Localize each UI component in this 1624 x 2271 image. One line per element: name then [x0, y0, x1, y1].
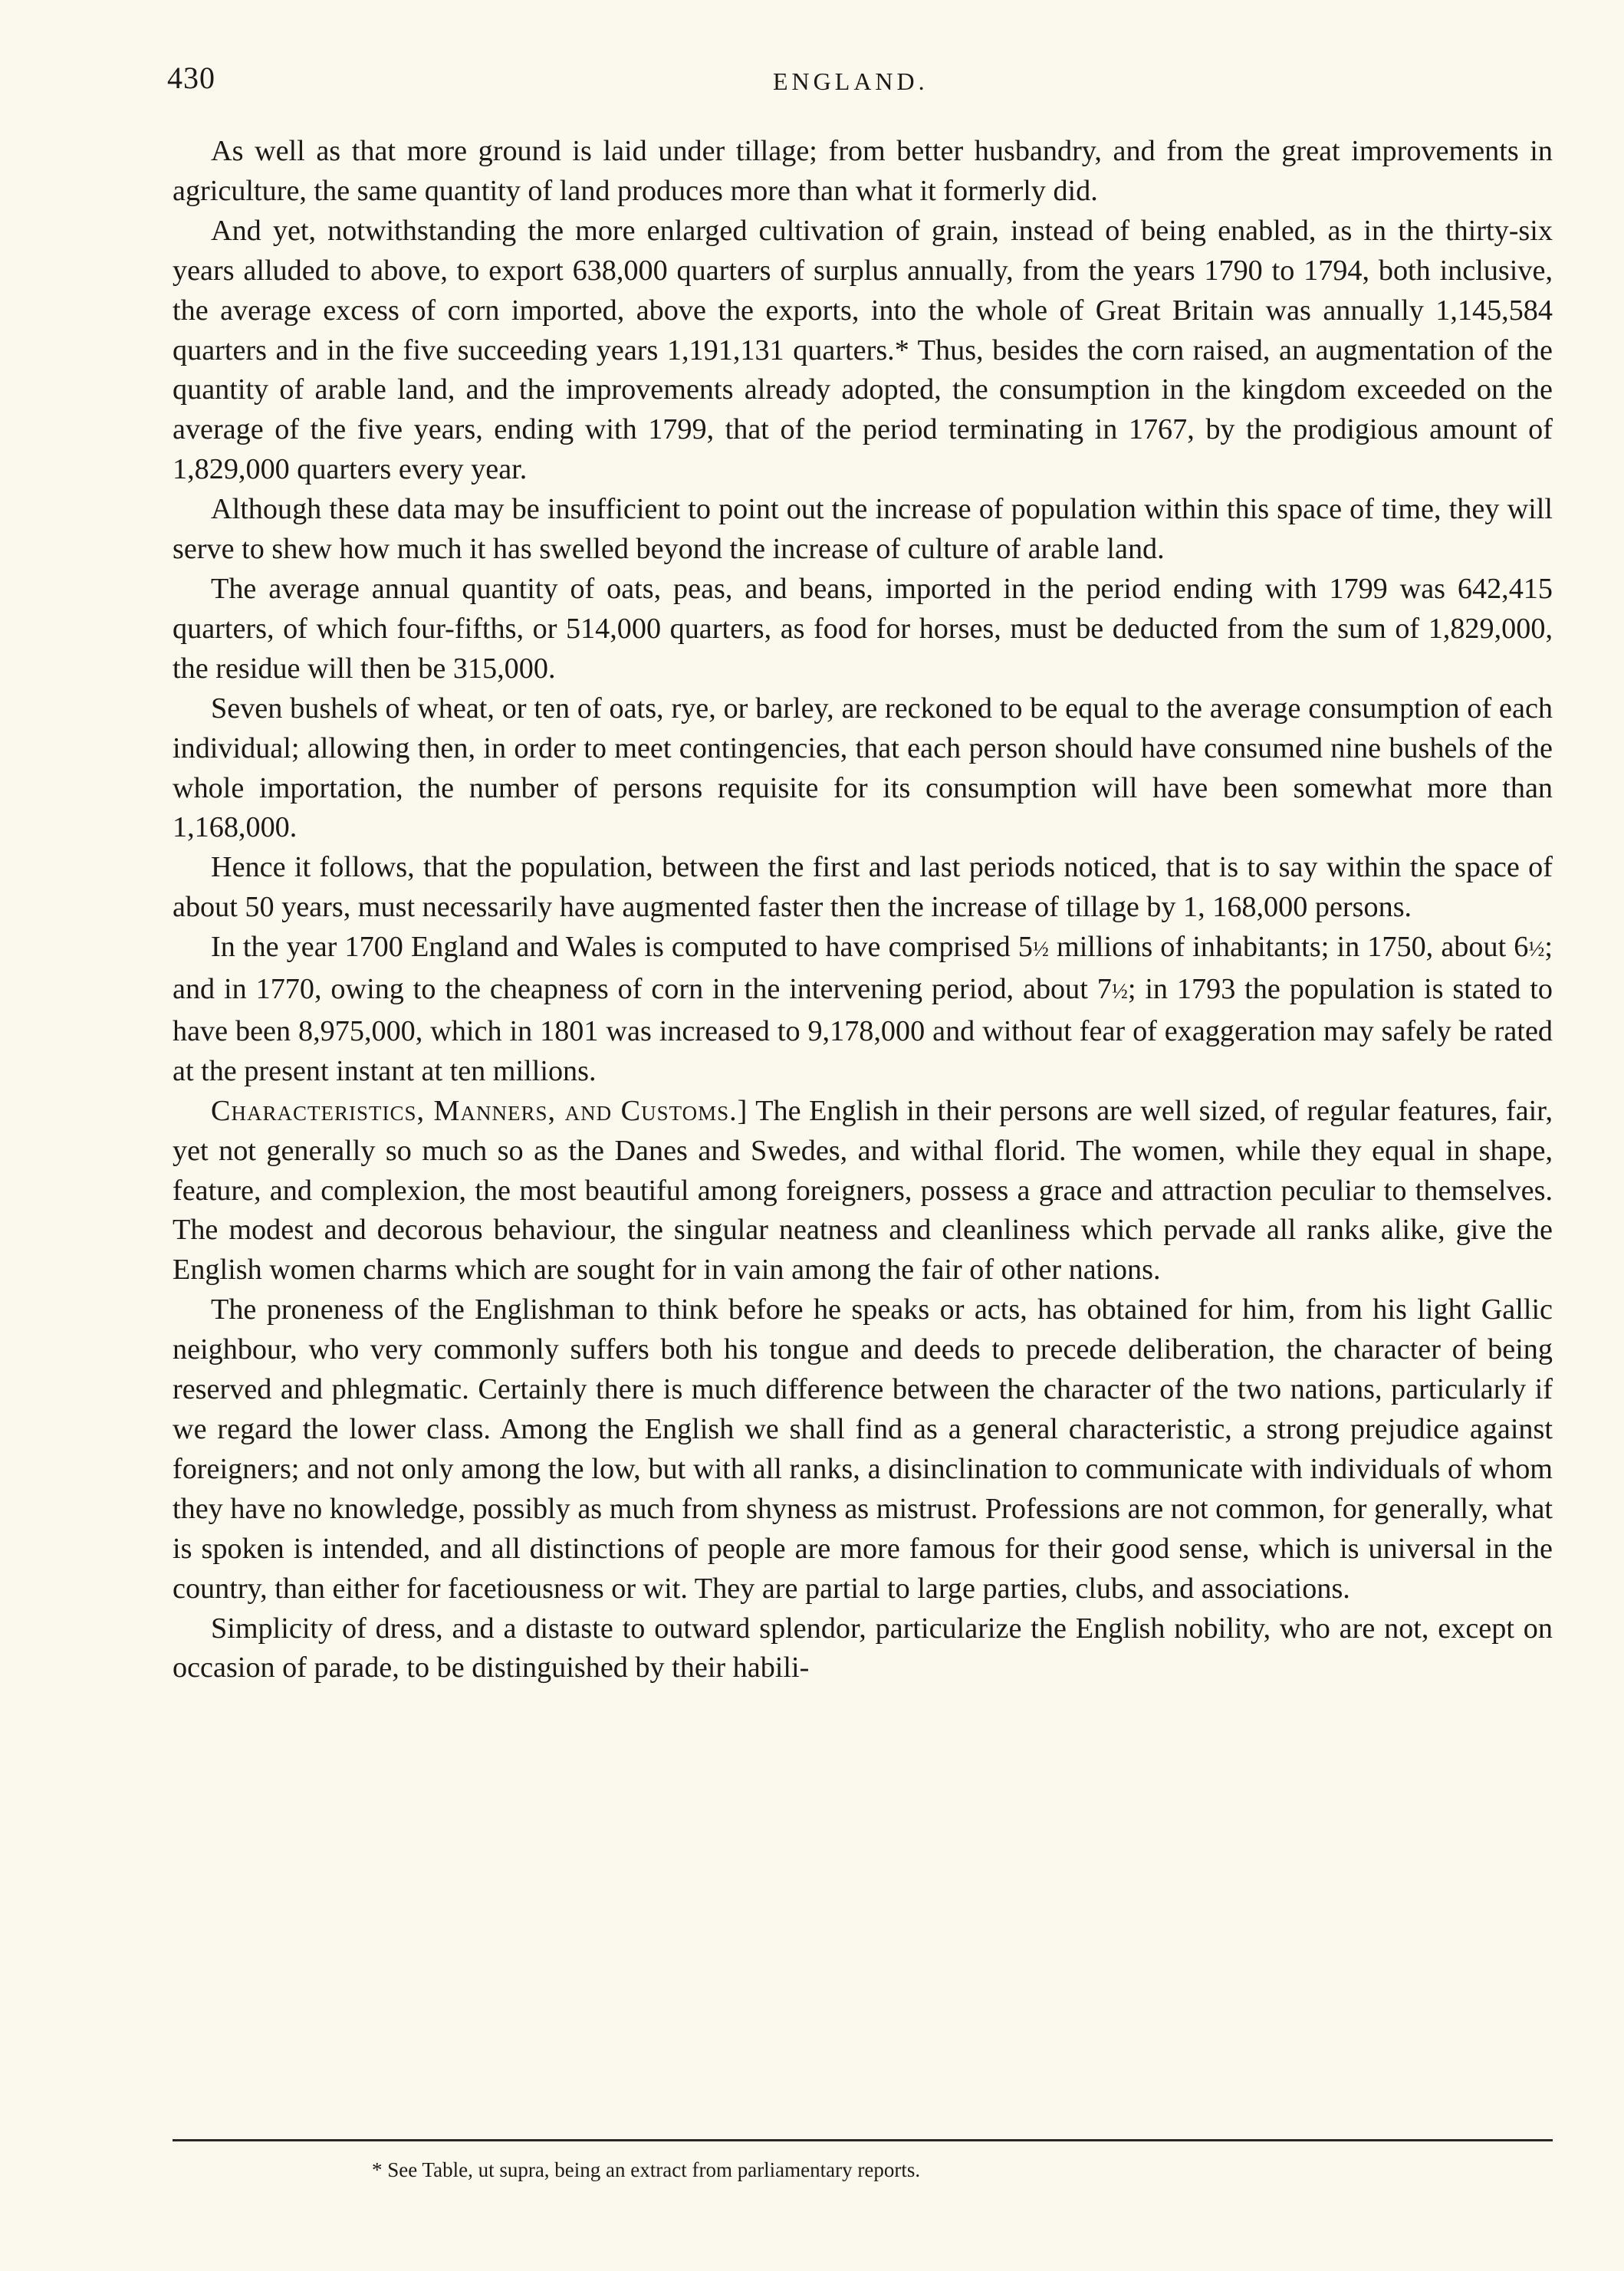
text-1700-part1: In the year 1700 England and Wales is computed to have comprised 5	[211, 931, 1033, 964]
paragraph-oats-peas-beans: The average annual quantity of oats, peas, and beans, imported in the period ending with 1799 was 642,415 quarters, of which four-fifths, or 514,000 quarters, as food for horses, must be deducted from the sum of 1,829,000, the residue will then be 315,000.	[173, 572, 1553, 685]
text-1700-part3: ; and in 1770, owing to the cheapness of corn in the intervening period, about 7	[173, 931, 1553, 1006]
paragraph-bushels: Seven bushels of wheat, or ten of oats, rye, or barley, are reckoned to be equal to the average consumption of each individual; allowing then, in order to meet contingencies, that each person should have consumed nine bushels of the whole importation, the number of persons requisite for its consumption will have been somewhat more than 1,168,000.	[173, 692, 1553, 844]
fraction-half-2: ½	[1528, 938, 1545, 962]
paragraph-hence: Hence it follows, that the population, between the first and last periods noticed, that is to say within the space of about 50 years, must necessarily have augmented faster then the increase of tillage by 1, 168,000 persons.	[173, 851, 1553, 924]
text-1700-part2: millions of inhabitants; in 1750, about 6	[1048, 931, 1529, 964]
fraction-half-3: ½	[1111, 980, 1128, 1004]
text-1700-part4: ; in 1793 the population is stated to have been 8,975,000, which in 1801 was increased to 9,178,000 and without fear of exaggeration may safely be rated at the present instant at ten millions.	[173, 973, 1553, 1087]
running-head: ENGLAND.	[773, 67, 929, 95]
page-number: 430	[167, 61, 215, 95]
page-header	[167, 60, 1555, 113]
paragraph-proneness: The proneness of the Englishman to think before he speaks or acts, has obtained for him, from his light Gallic neighbour, who very commonly suffers both his tongue and deeds to precede deliberation, the character of being reserved and phlegmatic. Certainly there is much difference between the character of the two nations, particularly if we regard the lower class. Among the English we shall find as a general characteristic, a strong prejudice against foreigners; and not only among the low, but with all ranks, a disinclination to communicate with individuals of whom they have no knowledge, possibly as much from shyness as mistrust. Professions are not common, for generally, what is spoken is intended, and all distinctions of people are more famous for their good sense, which is universal in the country, than either for facetiousness or wit. They are partial to large parties, clubs, and associations.	[173, 1293, 1553, 1605]
paragraph-population-data: Although these data may be insufficient to point out the increase of population within this space of time, they will serve to shew how much it has swelled beyond the increase of culture of arable land.	[173, 493, 1553, 566]
paragraph-corn-imports: And yet, notwithstanding the more enlarged cultivation of grain, instead of being enabled, as in the thirty-six years alluded to above, to export 638,000 quarters of surplus annually, from the years 1790 to 1794, both inclusive, the average excess of corn imported, above the exports, into the whole of Great Britain was annually 1,145,584 quarters and in the five succeeding years 1,191,131 quarters.* Thus, besides the corn raised, an augmentation of the quantity of arable land, and the improvements already adopted, the consumption in the kingdom exceeded on the average of the five years, ending with 1799, that of the period terminating in 1767, by the prodigious amount of 1,829,000 quarters every year.	[173, 214, 1553, 486]
footnote: * See Table, ut supra, being an extract from parliamentary reports.	[372, 2158, 921, 2181]
fraction-half-1: ½	[1032, 938, 1049, 962]
paragraph-tillage: As well as that more ground is laid under tillage; from better husbandry, and from the great improvements in agriculture, the same quantity of land produces more than what it formerly did.	[173, 135, 1553, 207]
footnote-rule	[173, 2139, 1553, 2141]
characteristics-text: The English in their persons are well sized, of regular features, fair, yet not generally so much so as the Danes and Swedes, and withal florid. The women, while they equal in shape, feature, and complexion, the most beautiful among foreigners, possess a grace and attraction peculiar to themselves. The modest and decorous behaviour, the singular neatness and cleanliness which pervade all ranks alike, give the English women charms which are sought for in vain among the fair of other nations.	[173, 1094, 1553, 1287]
paragraph-simplicity: Simplicity of dress, and a distaste to outward splendor, particularize the English nobility, who are not, except on occasion of parade, to be distinguished by their habili-	[173, 1612, 1553, 1684]
section-heading-characteristics: Characteristics, Manners, and Customs.]	[211, 1094, 748, 1127]
paragraph-population-1700	[173, 928, 1553, 1092]
body-text	[173, 132, 1553, 1688]
paragraph-characteristics	[173, 1092, 1553, 1291]
